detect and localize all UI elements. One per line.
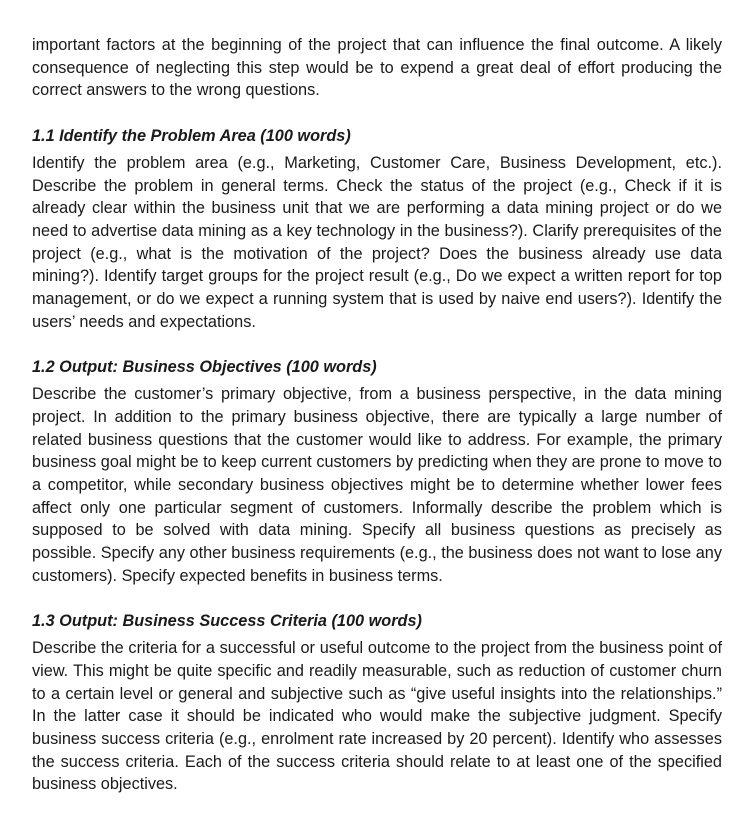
section-body-success-criteria: Describe the criteria for a successful or useful outcome to the project from the business point of view. This might be quite specific and readily measurable, such as reduction of customer churn to a certain level or general and subjective such as “give useful insights into the relationships.” In the latter case it should be indicated who would make the subjective judgment. Specify business success criteria (e.g., enrolment rate increased by 20 percent). Identify who assesses the success criteria. Each of the success criteria should relate to at least one of the specified business objectives.: [32, 639, 722, 794]
section-heading-problem-area: 1.1 Identify the Problem Area (100 words): [32, 127, 351, 146]
section-body-business-objectives: Describe the customer’s primary objective, from a business perspective, in the data mining project. In addition to the primary business objective, there are typically a large number of related business questions that the customer would like to address. For example, the primary business goal might be to keep current customers by predicting when they are prone to move to a competitor, while secondary business objectives might be to determine whether lower fees affect only one particular segment of customers. Informally describe the problem which is supposed to be solved with data mining. Specify all business questions as precisely as possible. Specify any other business requirements (e.g., the business does not want to lose any customers). Specify expected benefits in business terms.: [32, 385, 722, 585]
section-heading-business-objectives: 1.2 Output: Business Objectives (100 words): [32, 358, 377, 377]
section-body-problem-area: Identify the problem area (e.g., Marketing, Customer Care, Business Development, etc.). Describe the problem in general terms. Check the status of the project (e.g., Check if it is already clear within the business unit that we are performing a data mining project or do we need to advertise data mining as a key technology in the business?). Clarify prerequisites of the project (e.g., what is the motivation of the project? Does the business already use data mining?). Identify target groups for the project result (e.g., Do we expect a written report for top management, or do we expect a running system that is used by naive end users?). Identify the users’ needs and expectations.: [32, 153, 722, 331]
intro-paragraph: important factors at the beginning of the project that can influence the final outcome. A likely consequence of neglecting this step would be to expend a great deal of effort producing the correct answers to the wrong questions.: [32, 36, 722, 100]
document-page: [32, 34, 722, 796]
section-heading-success-criteria: 1.3 Output: Business Success Criteria (100 words): [32, 612, 422, 631]
